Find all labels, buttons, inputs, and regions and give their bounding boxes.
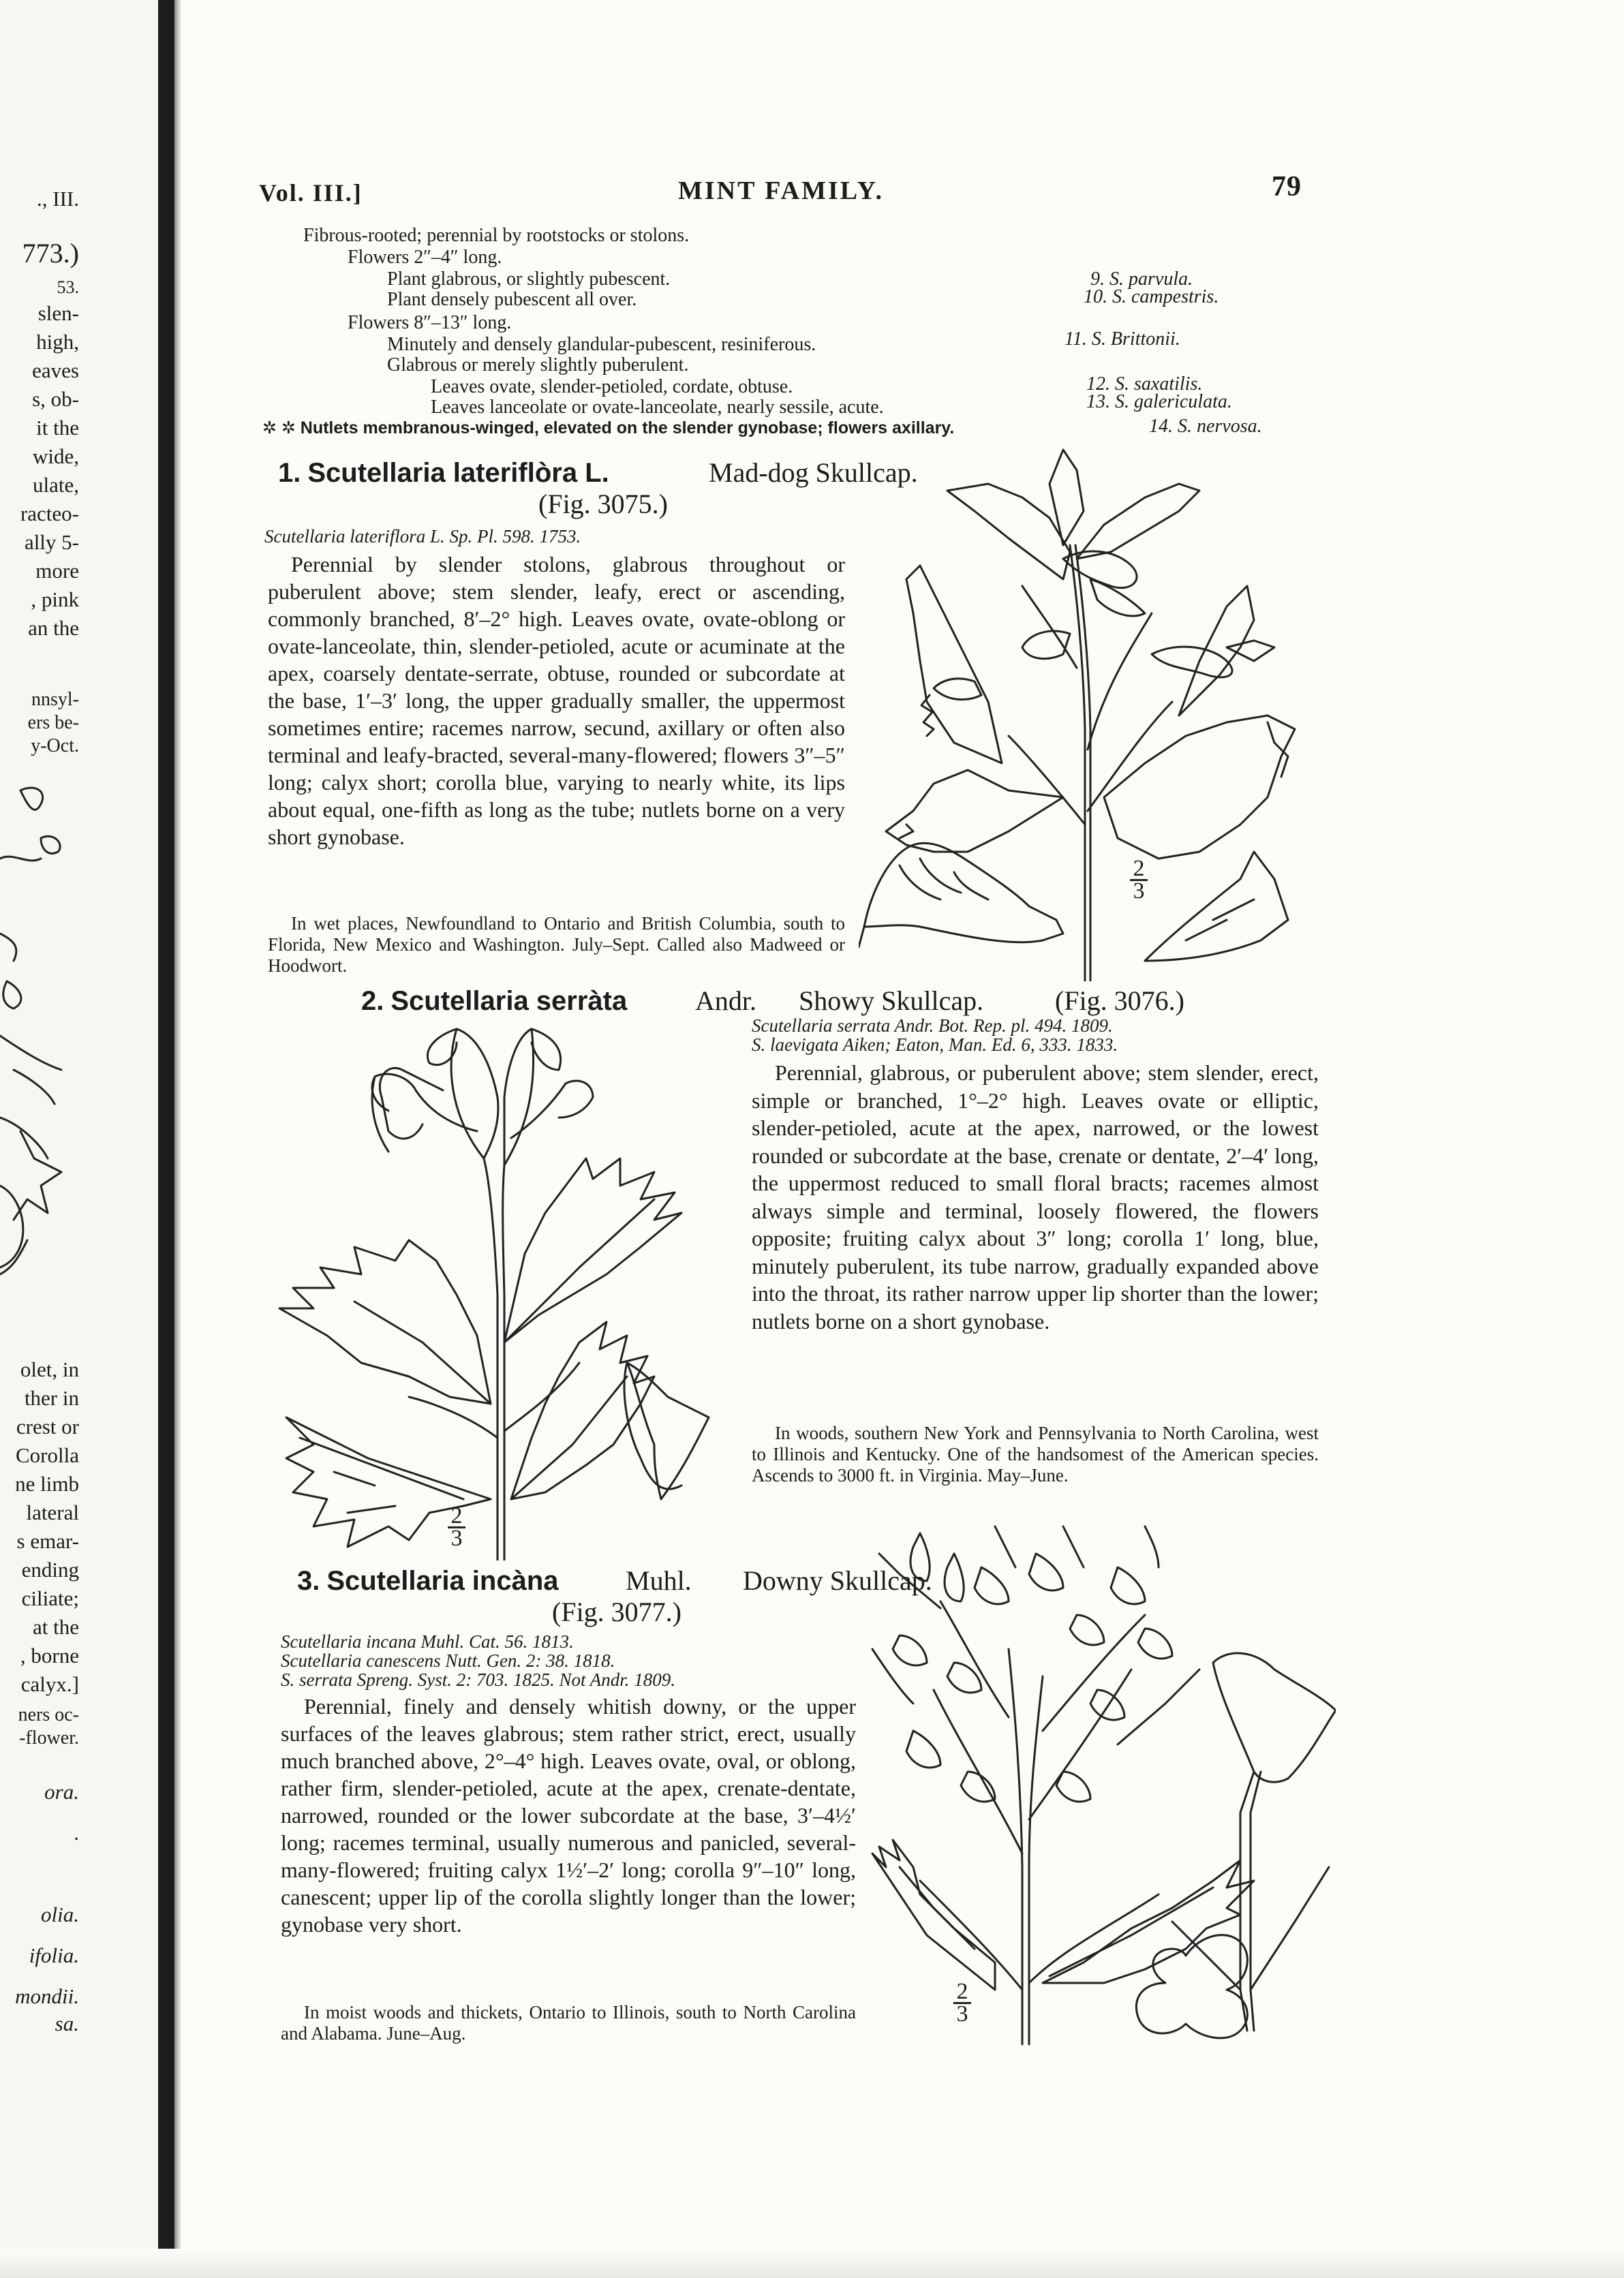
key-line: Leaves lanceolate or ovate-lanceolate, nearly sessile, acute. <box>431 397 884 418</box>
species-number: 2. <box>361 986 384 1016</box>
species-author: Andr. <box>695 985 756 1016</box>
synonym: S. laevigata Aiken; Eaton, Man. Ed. 6, 333. 1833. <box>752 1034 1118 1055</box>
key-result: 14. S. nervosa. <box>1149 416 1262 437</box>
left-page-text: wide, <box>32 444 79 468</box>
key-result: 13. S. galericulata. <box>1086 391 1232 412</box>
figure-3077-illustration <box>859 1513 1336 2051</box>
key-result: 11. S. Brittonii. <box>1064 328 1180 350</box>
key-result: 9. S. parvula. <box>1090 268 1193 290</box>
species-habitat: In moist woods and thickets, Ontario to Illinois, south to North Carolina and Alabama. June–Aug. <box>281 2002 856 2044</box>
left-page-text: racteo- <box>20 502 79 525</box>
left-page-text: . <box>74 1821 79 1845</box>
left-page-text: lateral <box>26 1500 79 1524</box>
synonym: Scutellaria serrata Andr. Bot. Rep. pl. 494. 1809. <box>752 1015 1113 1036</box>
running-head-family: MINT FAMILY. <box>678 176 885 205</box>
left-page-text: ulate, <box>33 473 79 497</box>
species-common-name: Showy Skullcap. <box>799 985 984 1016</box>
key-line: Plant glabrous, or slightly pubescent. <box>387 268 671 290</box>
left-page-text: crest or <box>16 1415 79 1438</box>
species-common-name: Downy Skullcap. <box>743 1565 932 1596</box>
key-line: Flowers 8″–13″ long. <box>348 312 512 333</box>
key-result: 10. S. campestris. <box>1084 286 1219 307</box>
left-page-text: slen- <box>37 301 79 325</box>
book-gutter <box>158 0 174 2278</box>
left-page-text: ending <box>21 1558 79 1582</box>
key-line: Leaves ovate, slender-petioled, cordate, obtuse. <box>431 376 793 397</box>
species-title <box>361 985 627 1017</box>
left-page-text: ers be- <box>27 712 79 733</box>
left-page-text: -flower. <box>19 1727 79 1749</box>
left-page-text: more <box>35 559 79 583</box>
left-page-text: olet, in <box>20 1357 79 1381</box>
key-line: Plant densely pubescent all over. <box>387 289 637 310</box>
left-page-text: s, ob- <box>32 387 79 411</box>
left-page-text: s emar- <box>16 1529 79 1553</box>
synonym: Scutellaria incana Muhl. Cat. 56. 1813. <box>281 1631 574 1652</box>
species-number: 1. <box>278 458 301 488</box>
left-page-text: 773.) <box>22 238 79 268</box>
left-page-text: , pink <box>31 587 79 611</box>
left-page-text: mondii. <box>15 1984 79 2008</box>
key-line: ✲ ✲ Nutlets membranous-winged, elevated on the slender gynobase; flowers axillary. <box>262 418 955 437</box>
left-page-text: ora. <box>44 1780 79 1804</box>
left-page-text: ne limb <box>15 1472 79 1496</box>
scale-numerator: 2 <box>450 1503 463 1528</box>
left-page-text: sa. <box>55 2012 79 2035</box>
key-line: Minutely and densely glandular-pubescent, resiniferous. <box>387 334 816 355</box>
left-page-text: it the <box>36 416 79 440</box>
species-author: Muhl. <box>626 1565 692 1596</box>
scale-numerator: 2 <box>956 1979 968 2004</box>
left-page-text: y-Oct. <box>31 735 79 756</box>
figure-3076-illustration <box>273 1022 736 1560</box>
species-name: Scutellaria serràta <box>390 986 628 1016</box>
left-page-text: , borne <box>20 1644 79 1667</box>
left-page-text: ., III. <box>37 187 79 211</box>
scale-numerator: 2 <box>1133 856 1145 881</box>
figure-reference: (Fig. 3075.) <box>538 489 668 519</box>
species-name: Scutellaria lateriflòra L. <box>307 458 609 488</box>
figure-scale-fraction <box>446 1503 467 1551</box>
left-page-text: an the <box>28 616 79 640</box>
page-number: 79 <box>1272 171 1302 202</box>
left-page-text: ther in <box>24 1386 79 1410</box>
left-page-text: high, <box>36 330 79 354</box>
species-description: Perennial, glabrous, or puberulent above; stem slender, erect, simple or branched, 1°–2° high. Leaves ovate or elliptic, slender-petioled, acute at the apex, narrowed, or the lowest rounded or subcordate at the base, crenate or dentate, 2′–4′ long, the uppermost reduced to small floral bracts; racemes almost always simple and terminal, loosely flowered, the flowers opposite; fruiting calyx about 3″ long; corolla 1′ long, blue, minutely puberulent, its tube narrow, gradually expanded above into the throat, its rather narrow upper lip shorter than the lower; nutlets borne on a short gynobase. <box>752 1060 1319 1334</box>
left-page-text: calyx.] <box>20 1672 79 1696</box>
key-line: Fibrous-rooted; perennial by rootstocks or stolons. <box>303 225 690 246</box>
left-page-text: ners oc- <box>18 1704 79 1725</box>
left-page-text: ifolia. <box>29 1943 79 1967</box>
left-page-text: ally 5- <box>24 530 79 554</box>
figure-reference: (Fig. 3076.) <box>1055 985 1184 1016</box>
left-page-text: nnsyl- <box>31 689 79 710</box>
page-bottom-edge <box>0 2249 1624 2278</box>
left-page-text: 53. <box>57 277 79 297</box>
species-habitat: In wet places, Newfoundland to Ontario and British Columbia, south to Florida, New Mexico and Washington. July–Sept. Called also Madweed or Hoodwort. <box>268 913 845 976</box>
figure-scale-fraction <box>952 1979 972 2027</box>
left-facing-page <box>0 0 158 2278</box>
scale-denominator: 3 <box>450 1526 463 1551</box>
species-title <box>278 457 609 489</box>
left-page-text: Corolla <box>16 1443 79 1467</box>
left-page-text: ciliate; <box>21 1586 79 1610</box>
figure-3075-illustration <box>859 443 1308 981</box>
left-page-text: at the <box>33 1615 79 1639</box>
scale-denominator: 3 <box>1133 878 1145 904</box>
figure-scale-fraction <box>1129 856 1149 904</box>
left-page-text: olia. <box>41 1903 79 1926</box>
species-habitat: In woods, southern New York and Pennsylvania to North Carolina, west to Illinois and Kentucky. One of the handsomest of the American species. Ascends to 3000 ft. in Virginia. May–June. <box>752 1423 1319 1486</box>
key-line: Glabrous or merely slightly puberulent. <box>387 354 689 375</box>
species-number: 3. <box>297 1566 320 1596</box>
synonym: Scutellaria canescens Nutt. Gen. 2: 38. 1818. <box>281 1650 615 1671</box>
figure-reference: (Fig. 3077.) <box>552 1597 681 1627</box>
species-title <box>297 1565 559 1597</box>
species-name: Scutellaria incàna <box>326 1566 559 1596</box>
species-description: Perennial, finely and densely whitish downy, or the upper surfaces of the leaves glabrous; stem rather strict, erect, usually much branched above, 2°–4° high. Leaves ovate, oval, or oblong, rather firm, slender-petioled, acute at the apex, crenate-dentate, narrowed, rounded or the lower subcordate at the base, 3′–4½′ long; racemes terminal, usually numerous and panicled, several-many-flowered; fruiting calyx 1½′–2′ long; corolla 9″–10″ long, canescent; upper lip of the corolla slightly longer than the lower; gynobase very short. <box>281 1694 856 1937</box>
synonym: Scutellaria lateriflora L. Sp. Pl. 598. 1753. <box>264 526 581 547</box>
left-page-text: eaves <box>32 358 79 382</box>
species-description: Perennial by slender stolons, glabrous throughout or puberulent above; stem slender, leafy, erect or ascending, commonly branched, 8′–2° high. Leaves ovate, ovate-oblong or ovate-lanceolate, thin, slender-petioled, acute or acuminate at the apex, coarsely dentate-serrate, obtuse, rounded or subcordate at the base, 1′–3′ long, the upper gradually smaller, the uppermost sometimes entire; racemes narrow, secund, axillary or often also terminal and leafy-bracted, several-many-flowered; flowers 3″–5″ long; calyx short; corolla blue, varying to nearly white, its lips about equal, one-fifth as long as the tube; nutlets borne on a very short gynobase. <box>268 552 845 849</box>
book-gutter-shadow <box>174 0 181 2278</box>
scale-denominator: 3 <box>956 2001 968 2027</box>
synonym: S. serrata Spreng. Syst. 2: 703. 1825. Not Andr. 1809. <box>281 1669 676 1690</box>
species-common-name: Mad-dog Skullcap. <box>709 457 918 488</box>
running-head-volume: Vol. III.] <box>259 179 363 206</box>
key-result: 12. S. saxatilis. <box>1086 373 1203 395</box>
key-line: Flowers 2″–4″ long. <box>348 247 502 268</box>
